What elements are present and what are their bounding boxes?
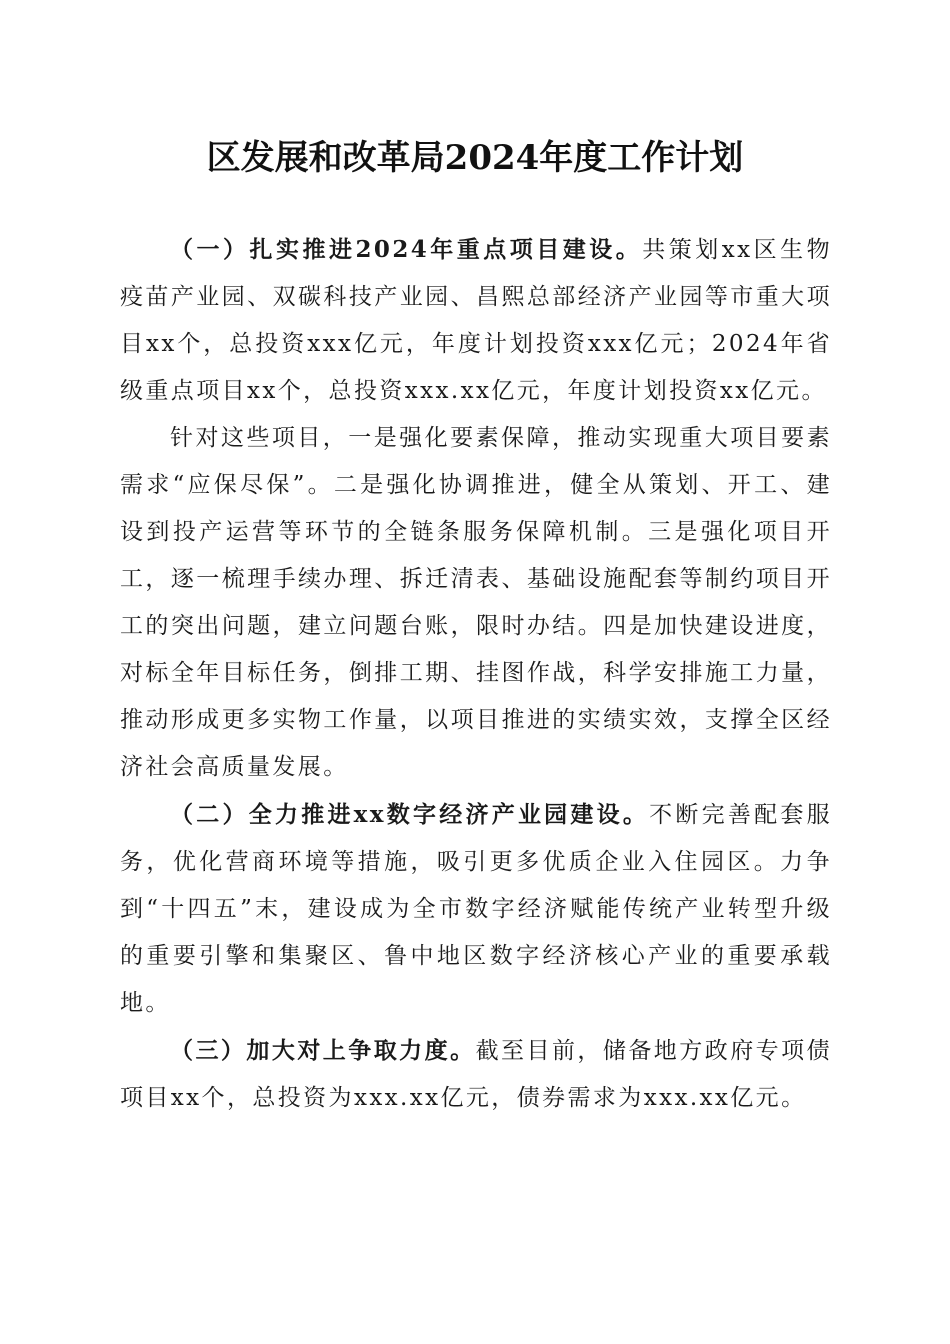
paragraph-2-text: 针对这些项目，一是强化要素保障，推动实现重大项目要素需求“应保尽保”。二是强化协调推进，健全从策划、开工、建设到投产运营等环节的全链条服务保障机制。三是强化项目开工，逐一梳理手续办理、拆迁清表、基础设施配套等制约项目开工的突出问题，建立问题台账，限时办结。四是加快建设进度，对标全年目标任务，倒排工期、挂图作战，科学安排施工力量，推动形成更多实物工作量，以项目推进的实绩实效，支撑全区经济社会高质量发展。 bbox=[120, 425, 832, 780]
paragraph-3-lead: （二）全力推进xx数字经济产业园建设。 bbox=[170, 801, 650, 828]
document-title: 区发展和改革局2024年度工作计划 bbox=[206, 138, 744, 178]
paragraph-1 bbox=[120, 226, 832, 415]
paragraph-4-lead: （三）加大对上争取力度。 bbox=[170, 1037, 476, 1064]
paragraph-3-text: 不断完善配套服务，优化营商环境等措施，吸引更多优质企业入住园区。力争到“十四五”末，建设成为全市数字经济赋能传统产业转型升级的重要引擎和集聚区、鲁中地区数字经济核心产业的重要承载地。 bbox=[120, 802, 832, 1016]
paragraph-4 bbox=[120, 1027, 832, 1122]
paragraph-1-lead: （一）扎实推进2024年重点项目建设。 bbox=[170, 236, 643, 263]
document-body bbox=[120, 226, 832, 1122]
paragraph-4-text: 截至目前，储备地方政府专项债项目xx个，总投资为xxx.xx亿元，债券需求为xxx.xx亿元。 bbox=[120, 1038, 832, 1111]
paragraph-2 bbox=[120, 415, 832, 791]
paragraph-1-text: 共策划xx区生物疫苗产业园、双碳科技产业园、昌熙总部经济产业园等市重大项目xx个，总投资xxx亿元，年度计划投资xxx亿元；2024年省级重点项目xx个，总投资xxx.xx亿元，年度计划投资xx亿元。 bbox=[120, 237, 832, 404]
paragraph-3 bbox=[120, 791, 832, 1027]
